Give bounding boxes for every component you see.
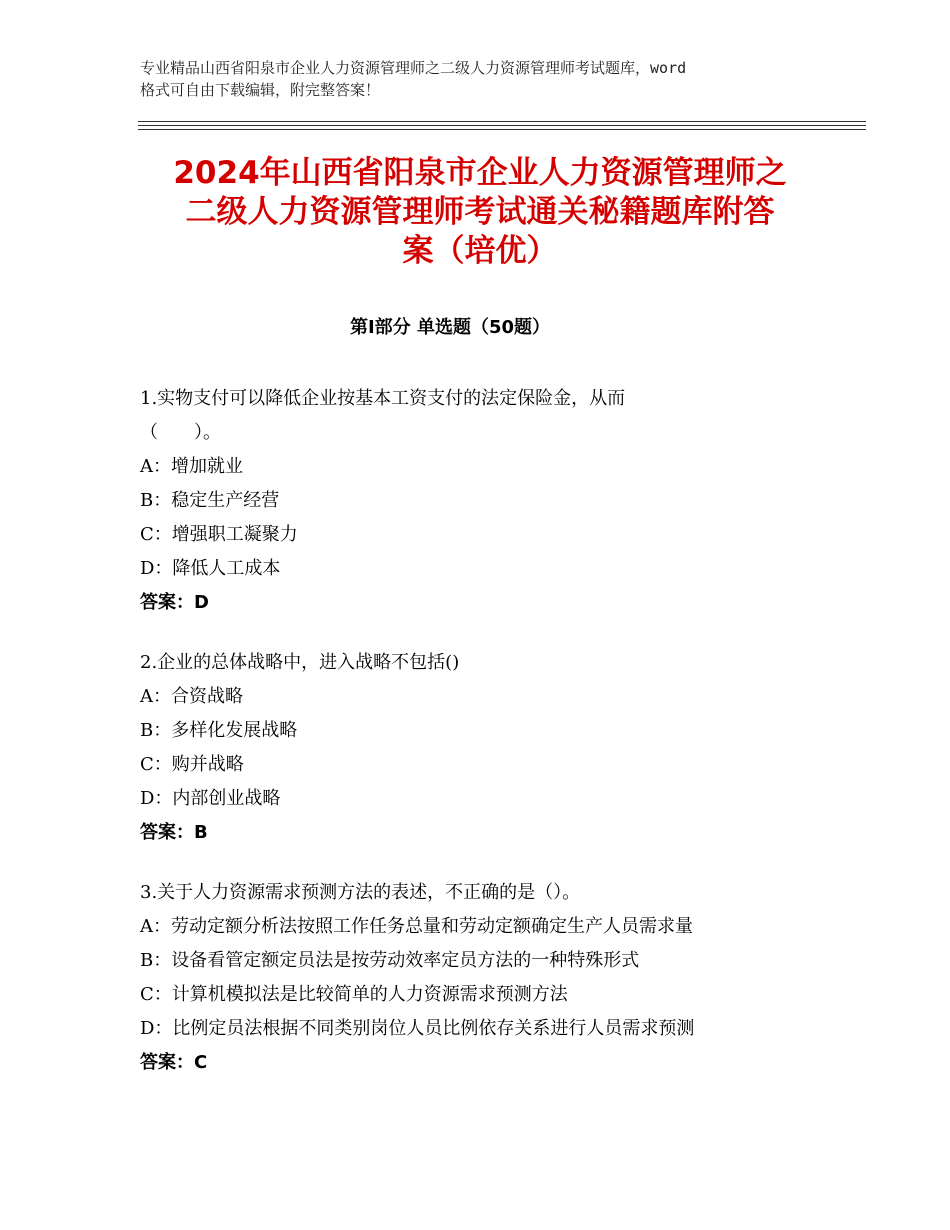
option-c: C：计算机模拟法是比较简单的人力资源需求预测方法 (140, 984, 568, 1005)
option-d: D：内部创业战略 (140, 788, 281, 809)
option-c: C：增强职工凝聚力 (140, 524, 298, 545)
option-b: B：多样化发展战略 (140, 720, 298, 741)
option-d: D：降低人工成本 (140, 558, 281, 579)
section-title: 第Ⅰ部分 单选题（50题） (349, 317, 550, 338)
option-a: A：增加就业 (140, 456, 243, 477)
document-title (140, 154, 820, 271)
question-2 (140, 646, 840, 850)
option-b: B：设备看管定额定员法是按劳动效率定员方法的一种特殊形式 (140, 950, 640, 971)
question-list (140, 382, 840, 1106)
question-1 (140, 382, 840, 620)
option-c: C：购并战略 (140, 754, 244, 775)
answer: 答案：C (140, 1052, 208, 1073)
title-line-2: 二级人力资源管理师考试通关秘籍题库附答 (185, 194, 775, 230)
header-note (140, 57, 830, 101)
question-stem: 1.实物支付可以降低企业按基本工资支付的法定保险金，从而 (140, 388, 626, 409)
question-stem: 2.企业的总体战略中，进入战略不包括() (140, 652, 460, 673)
header-divider (138, 125, 866, 126)
title-line-3: 案（培优） (402, 233, 558, 269)
header-divider (138, 129, 866, 130)
answer: 答案：D (140, 592, 209, 613)
option-a: A：合资战略 (140, 686, 243, 707)
answer: 答案：B (140, 822, 208, 843)
question-3 (140, 876, 840, 1080)
header-divider (138, 121, 866, 122)
title-line-1: 2024年山西省阳泉市企业人力资源管理师之 (173, 155, 787, 191)
option-b: B：稳定生产经营 (140, 490, 280, 511)
question-stem-continued: （ ）。 (140, 422, 221, 443)
header-note-line-2: 格式可自由下载编辑，附完整答案！ (140, 81, 381, 99)
question-stem: 3.关于人力资源需求预测方法的表述，不正确的是（）。 (140, 882, 581, 903)
option-d: D：比例定员法根据不同类别岗位人员比例依存关系进行人员需求预测 (140, 1018, 695, 1039)
option-a: A：劳动定额分析法按照工作任务总量和劳动定额确定生产人员需求量 (140, 916, 693, 937)
header-note-line-1: 专业精品山西省阳泉市企业人力资源管理师之二级人力资源管理师考试题库，word (140, 59, 687, 77)
